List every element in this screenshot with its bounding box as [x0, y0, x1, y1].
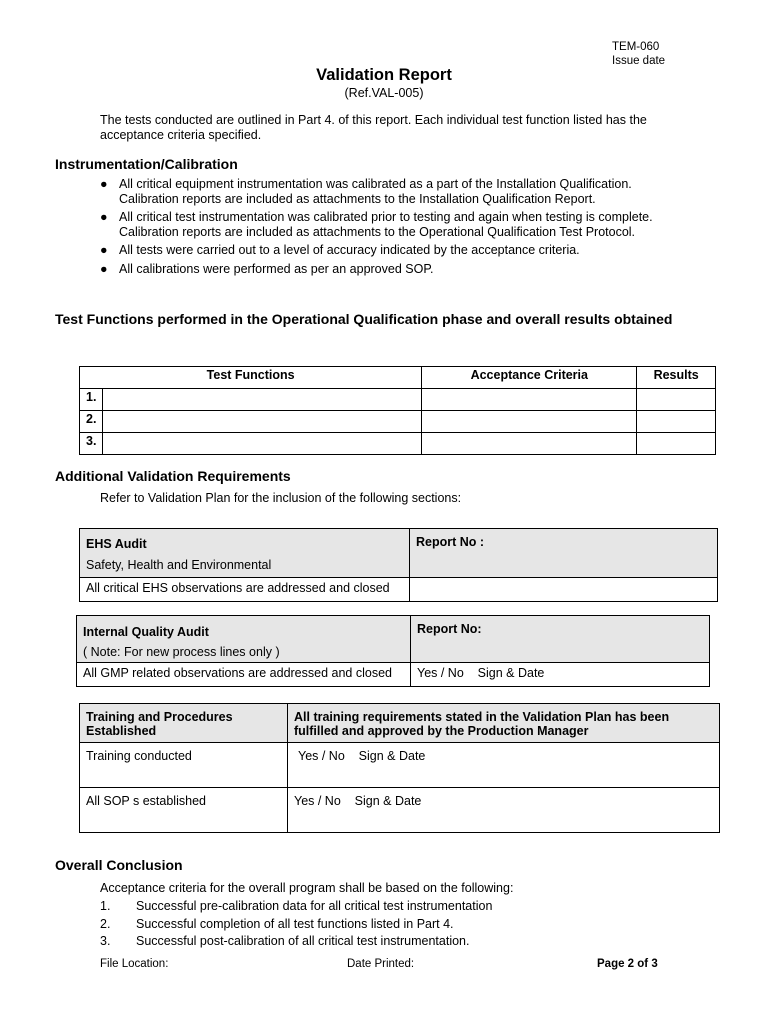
column-header-test-functions: Test Functions [80, 367, 422, 389]
training-conducted-label: Training conducted [80, 743, 288, 788]
result-cell[interactable] [637, 411, 716, 433]
test-function-cell[interactable] [103, 389, 422, 411]
iqa-title-cell [77, 616, 411, 663]
bullet-icon: ● [100, 261, 108, 276]
list-item: ● All calibrations were performed as per an approved SOP. [100, 261, 434, 276]
ehs-audit-title-cell [80, 529, 410, 578]
template-code: TEM-060 [612, 41, 660, 53]
bullet-icon: ● [100, 210, 108, 224]
result-cell[interactable] [637, 433, 716, 455]
iqa-statement: All GMP related observations are addressed and closed [77, 663, 411, 687]
conclusion-list [100, 898, 660, 951]
training-title: Training and Procedures Established [80, 704, 288, 743]
ehs-report-number[interactable]: Report No : [410, 529, 718, 578]
page-number: Page 2 of 3 [597, 958, 658, 970]
row-number: 1. [80, 389, 103, 411]
ehs-signoff-cell[interactable] [410, 578, 718, 602]
additional-requirements-heading: Additional Validation Requirements [55, 468, 291, 484]
row-number: 3. [80, 433, 103, 455]
table-row [80, 433, 716, 455]
internal-quality-audit-table [76, 615, 710, 687]
sops-established-label: All SOP s established [80, 788, 288, 833]
instrumentation-list [100, 177, 690, 280]
test-functions-table [79, 366, 716, 455]
list-item: ● All critical equipment instrumentation was calibrated as a part of the Installation Qualification. Calibration reports are included as attachments to the Installation Qualification Report. [100, 177, 632, 206]
list-item: ● All critical test instrumentation was calibrated prior to testing and again when testing is complete. Calibration reports are included as attachments to the Operational Qualification Test Protocol. [100, 210, 653, 239]
instrumentation-heading: Instrumentation/Calibration [55, 156, 238, 172]
iqa-signoff[interactable]: Yes / No Sign & Date [411, 663, 710, 687]
column-header-acceptance-criteria: Acceptance Criteria [422, 367, 637, 389]
iqa-report-number[interactable]: Report No: [411, 616, 710, 663]
file-location-label: File Location: [100, 958, 169, 970]
test-functions-heading: Test Functions performed in the Operational Qualification phase and overall results obtained [55, 311, 673, 327]
list-item: 2. Successful completion of all test functions listed in Part 4. [100, 916, 454, 931]
intro-paragraph: The tests conducted are outlined in Part 4. of this report. Each individual test function listed has the acceptance criteria specified. [100, 113, 647, 142]
table-header-row [80, 367, 716, 389]
conclusion-intro: Acceptance criteria for the overall program shall be based on the following: [100, 881, 514, 895]
table-row [80, 411, 716, 433]
date-printed-label: Date Printed: [347, 958, 415, 970]
training-requirements-statement: All training requirements stated in the Validation Plan has been fulfilled and approved by the Production Manager [288, 704, 720, 743]
acceptance-criteria-cell[interactable] [422, 389, 637, 411]
row-number: 2. [80, 411, 103, 433]
ehs-audit-title: EHS Audit [86, 537, 147, 551]
iqa-title: Internal Quality Audit [83, 625, 209, 639]
acceptance-criteria-cell[interactable] [422, 411, 637, 433]
ehs-audit-table [79, 528, 718, 602]
ehs-statement: All critical EHS observations are addressed and closed [80, 578, 410, 602]
acceptance-criteria-cell[interactable] [422, 433, 637, 455]
result-cell[interactable] [637, 389, 716, 411]
test-function-cell[interactable] [103, 411, 422, 433]
list-item: ● All tests were carried out to a level of accuracy indicated by the acceptance criteria. [100, 243, 580, 257]
test-function-cell[interactable] [103, 433, 422, 455]
issue-date-label: Issue date [612, 55, 666, 67]
reference-number: (Ref.VAL-005) [344, 86, 424, 100]
column-header-results: Results [637, 367, 716, 389]
sops-established-signoff[interactable]: Yes / No Sign & Date [288, 788, 720, 833]
iqa-note: ( Note: For new process lines only ) [83, 645, 280, 659]
bullet-icon: ● [100, 243, 108, 257]
training-procedures-table [79, 703, 720, 833]
training-conducted-signoff[interactable]: Yes / No Sign & Date [288, 743, 720, 788]
list-item: 1. Successful pre-calibration data for all critical test instrumentation [100, 899, 493, 913]
ehs-audit-subtitle: Safety, Health and Environmental [86, 558, 272, 572]
table-row [80, 389, 716, 411]
page-title: Validation Report [316, 66, 452, 84]
additional-requirements-intro: Refer to Validation Plan for the inclusion of the following sections: [100, 491, 462, 505]
list-item: 3. Successful post-calibration of all critical test instrumentation. [100, 934, 470, 948]
bullet-icon: ● [100, 177, 108, 191]
document-header-meta [612, 40, 665, 68]
overall-conclusion-heading: Overall Conclusion [55, 857, 183, 873]
